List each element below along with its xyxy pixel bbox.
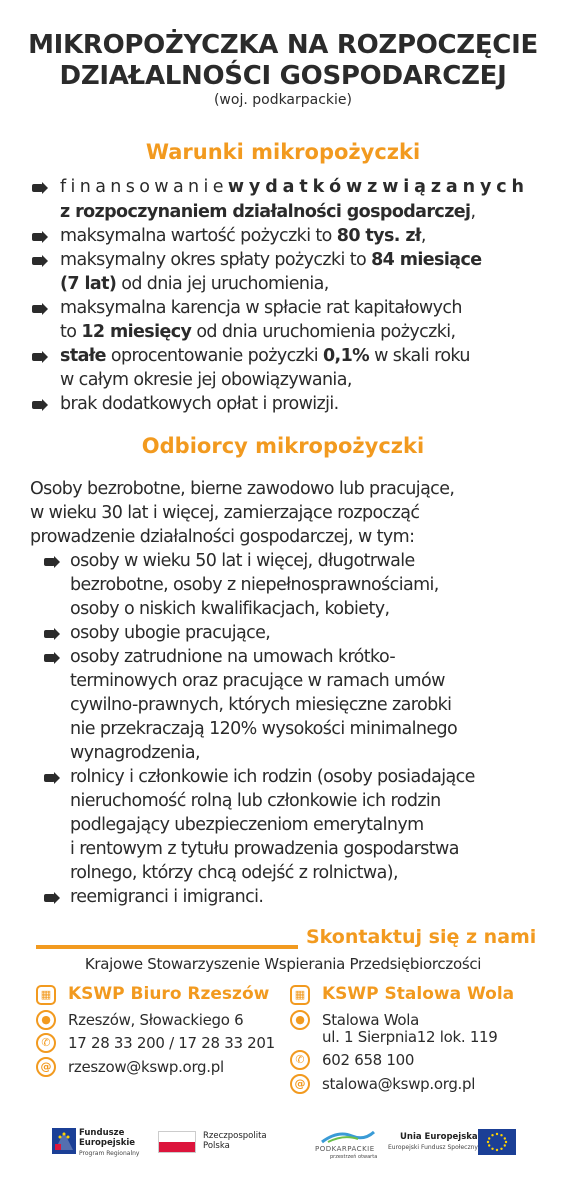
recipient-line: osoby ubogie pracujące, xyxy=(70,623,271,643)
recipient-line: rolnicy i członkowie ich rodzin (osoby posiadające xyxy=(70,767,475,787)
page-title-line1: MIKROPOŻYCZKA NA ROZPOCZĘCIE xyxy=(28,30,538,60)
rp-logo-line1: Rzeczpospolita xyxy=(203,1131,267,1141)
polish-flag-icon xyxy=(158,1131,196,1153)
recipient-line: osoby o niskich kwalifikacjach, kobiety, xyxy=(70,599,390,619)
recipients-intro-line: w wieku 30 lat i więcej, zamierzające rozpocząć xyxy=(30,503,420,523)
office-rzeszow-phone[interactable]: 17 28 33 200 / 17 28 33 201 xyxy=(68,1034,275,1052)
arrow-bullet-icon xyxy=(32,257,43,265)
fe-logo-line1: Fundusze xyxy=(79,1128,125,1138)
podkarpackie-logo-icon xyxy=(318,1128,378,1144)
recipient-line: nie przekraczają 120% wysokości minimalnego xyxy=(70,719,458,739)
fe-logo-sub: Program Regionalny xyxy=(79,1150,140,1157)
pk-logo-sub: przestrzeń otwarta xyxy=(330,1154,378,1160)
rp-logo-line2: Polska xyxy=(203,1141,230,1151)
condition-line: to 12 miesięcy od dnia uruchomienia pożyczki, xyxy=(60,322,456,342)
ue-logo-sub: Europejski Fundusz Społeczny xyxy=(388,1144,478,1151)
office-stalowa-name: KSWP Stalowa Wola xyxy=(322,984,515,1004)
fundusze-europejskie-logo-icon xyxy=(52,1128,76,1154)
pk-logo-name: PODKARPACKIE xyxy=(315,1145,375,1153)
office-rzeszow-name: KSWP Biuro Rzeszów xyxy=(68,984,270,1004)
office-rzeszow-email[interactable]: rzeszow@kswp.org.pl xyxy=(68,1058,224,1076)
office-rzeszow-address: Rzeszów, Słowackiego 6 xyxy=(68,1011,244,1029)
condition-line: w całym okresie jej obowiązywania, xyxy=(60,370,352,390)
recipient-line: reemigranci i imigranci. xyxy=(70,887,264,907)
conditions-heading: Warunki mikropożyczki xyxy=(145,140,421,164)
arrow-bullet-icon xyxy=(44,558,55,566)
page-subtitle: (woj. podkarpackie) xyxy=(213,92,353,108)
office-stalowa-address-line2: ul. 1 Sierpnia12 lok. 119 xyxy=(322,1028,498,1046)
recipient-line: osoby w wieku 50 lat i więcej, długotrwale xyxy=(70,551,415,571)
recipient-line: bezrobotne, osoby z niepełnosprawnościami, xyxy=(70,575,439,595)
office-stalowa-address-line1: Stalowa Wola xyxy=(322,1011,420,1029)
recipient-line: nieruchomość rolną lub członkowie ich rodzin xyxy=(70,791,441,811)
office-stalowa-phone[interactable]: 602 658 100 xyxy=(322,1051,415,1069)
arrow-bullet-icon xyxy=(32,305,43,313)
eu-flag-icon xyxy=(478,1129,516,1155)
condition-line: maksymalny okres spłaty pożyczki to 84 miesiące xyxy=(60,250,482,270)
building-icon: ▦ xyxy=(36,985,56,1005)
recipient-line: i rentowym z tytułu prowadzenia gospodarstwa xyxy=(70,839,459,859)
arrow-bullet-icon xyxy=(32,353,43,361)
arrow-bullet-icon xyxy=(44,894,55,902)
condition-line: maksymalna wartość pożyczki to 80 tys. zł, xyxy=(60,226,426,246)
organization-name: Krajowe Stowarzyszenie Wspierania Przedsiębiorczości xyxy=(84,955,482,973)
at-sign-icon: @ xyxy=(290,1074,310,1094)
arrow-bullet-icon xyxy=(44,774,55,782)
at-sign-icon: @ xyxy=(36,1057,56,1077)
condition-line: z rozpoczynaniem działalności gospodarczej, xyxy=(60,202,476,222)
arrow-bullet-icon xyxy=(32,233,43,241)
page-title-line2: DZIAŁALNOŚCI GOSPODARCZEJ xyxy=(59,61,507,91)
arrow-bullet-icon xyxy=(44,654,55,662)
phone-icon: ✆ xyxy=(36,1033,56,1053)
recipients-heading: Odbiorcy mikropożyczki xyxy=(141,434,425,458)
condition-line: brak dodatkowych opłat i prowizji. xyxy=(60,394,339,414)
condition-line: (7 lat) od dnia jej uruchomienia, xyxy=(60,274,329,294)
location-pin-icon: ● xyxy=(36,1010,56,1030)
condition-line: stałe oprocentowanie pożyczki 0,1% w skali roku xyxy=(60,346,470,366)
recipient-line: podlegający ubezpieczeniom emerytalnym xyxy=(70,815,424,835)
fe-logo-line2: Europejskie xyxy=(79,1138,136,1148)
recipient-line: osoby zatrudnione na umowach krótko- xyxy=(70,647,396,667)
contact-heading: Skontaktuj się z nami xyxy=(306,926,537,948)
contact-divider xyxy=(36,945,298,949)
office-stalowa-email[interactable]: stalowa@kswp.org.pl xyxy=(322,1075,476,1093)
recipients-intro-line: Osoby bezrobotne, bierne zawodowo lub pracujące, xyxy=(30,479,455,499)
recipients-intro-line: prowadzenie działalności gospodarczej, w tym: xyxy=(30,527,415,547)
ue-logo-line1: Unia Europejska xyxy=(400,1132,478,1142)
building-icon: ▦ xyxy=(290,985,310,1005)
phone-icon: ✆ xyxy=(290,1050,310,1070)
location-pin-icon: ● xyxy=(290,1010,310,1030)
recipient-line: cywilno-prawnych, których miesięczne zarobki xyxy=(70,695,452,715)
condition-line: f i n a n s o w a n i e w y d a t k ó w z w i ą z a n y c h xyxy=(60,177,524,197)
arrow-bullet-icon xyxy=(32,401,43,409)
recipient-line: terminowych oraz pracujące w ramach umów xyxy=(70,671,445,691)
arrow-bullet-icon xyxy=(44,630,55,638)
recipient-line: rolnego, którzy chcą odejść z rolnictwa), xyxy=(70,863,398,883)
condition-line: maksymalna karencja w spłacie rat kapitałowych xyxy=(60,298,462,318)
arrow-bullet-icon xyxy=(32,184,43,192)
recipient-line: wynagrodzenia, xyxy=(70,743,201,763)
